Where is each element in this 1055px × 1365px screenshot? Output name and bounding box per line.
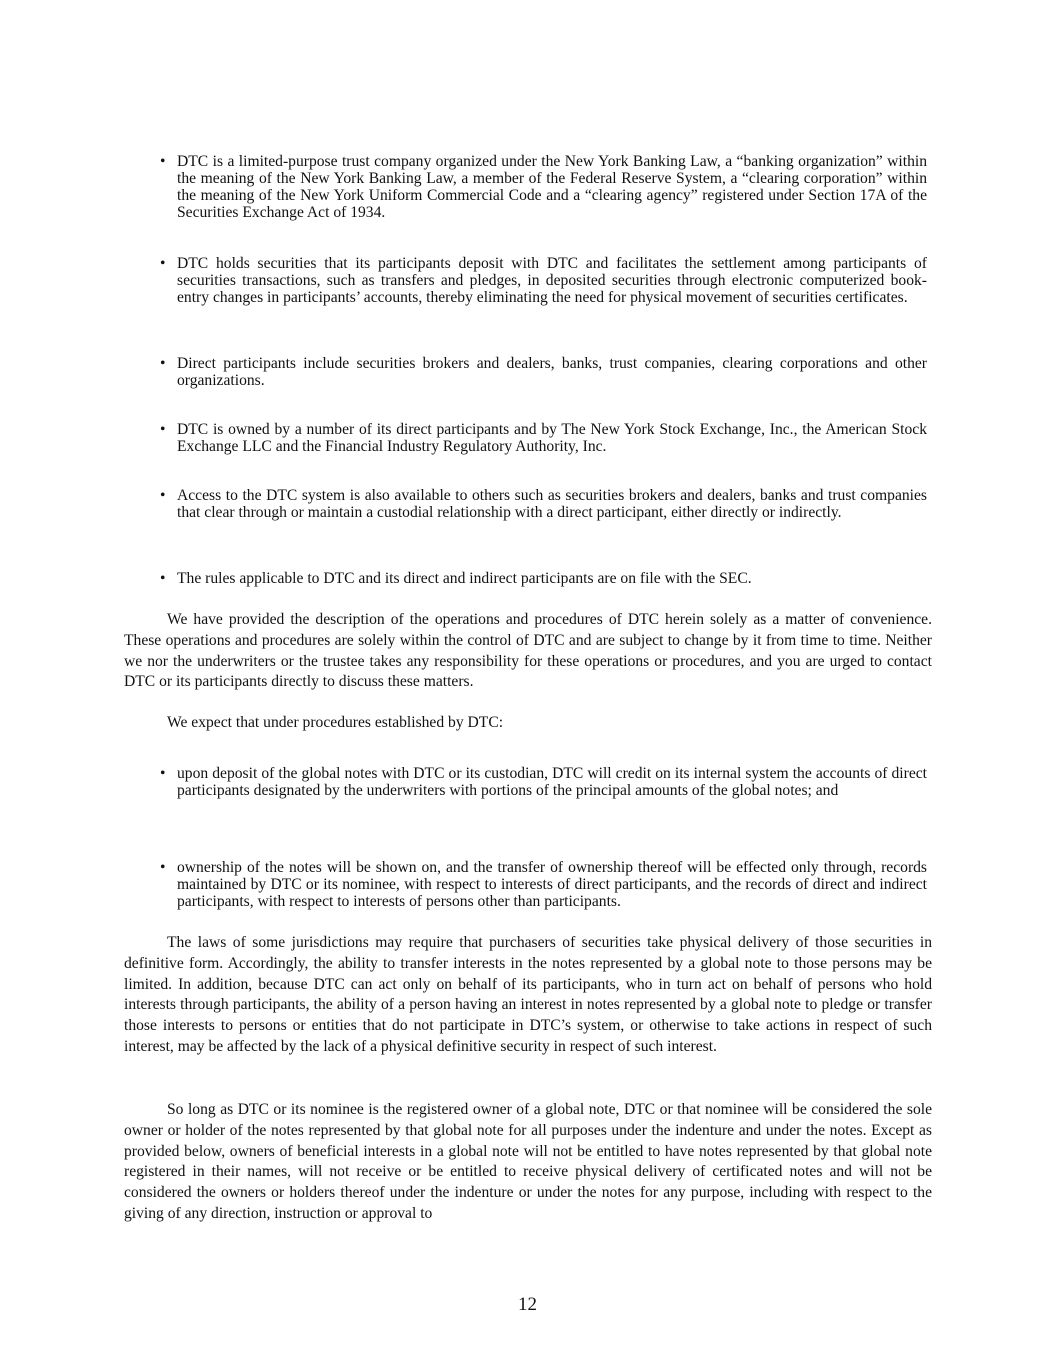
bullet-item: [160, 859, 927, 910]
bullet-item: [160, 487, 927, 521]
bullet-symbol: •: [160, 859, 166, 876]
bullet-item: [160, 355, 927, 389]
bullet-symbol: •: [160, 153, 166, 170]
paragraph-laws: The laws of some jurisdictions may require that purchasers of securities take physical delivery of those securities in definitive form. Accordingly, the ability to transfer interests in the notes represented by a global note to those persons may be limited. In addition, because DTC can act only on behalf of its participants, who in turn act on behalf of persons who hold interests through participants, the ability of a person having an interest in notes represented by a global note to pledge or transfer those interests to persons or entities that do not participate in DTC’s system, or otherwise to take actions in respect of such interest, may be affected by the lack of a physical definitive security in respect of such interest.: [124, 934, 932, 1055]
bullet-item: [160, 765, 927, 799]
bullet-item: [160, 421, 927, 455]
paragraph-so-long: So long as DTC or its nominee is the registered owner of a global note, DTC or that nominee will be considered the sole owner or holder of the notes represented by that global note for all purposes under the indenture and under the notes. Except as provided below, owners of beneficial interests in a global note will not be entitled to have notes represented by that global note registered in their names, will not receive or be entitled to receive physical delivery of certificated notes and will not be considered the owners or holders thereof under the indenture or under the notes for any purpose, including with respect to the giving of any direction, instruction or approval to: [124, 1101, 932, 1222]
paragraph-lead-expect: We expect that under procedures established by DTC:: [167, 714, 504, 731]
bullet-text: upon deposit of the global notes with DTC or its custodian, DTC will credit on its internal system the accounts of direct participants designated by the underwriters with portions of the principal amounts of the global notes; and: [177, 765, 927, 799]
bullet-symbol: •: [160, 421, 166, 438]
bullet-item: [160, 570, 927, 587]
bullet-item: [160, 255, 927, 306]
bullet-text: Direct participants include securities brokers and dealers, banks, trust companies, clearing corporations and other organizations.: [177, 355, 927, 389]
bullet-text: Access to the DTC system is also available to others such as securities brokers and dealers, banks and trust companies that clear through or maintain a custodial relationship with a direct participant, either directly or indirectly.: [177, 487, 927, 521]
bullet-text: DTC is owned by a number of its direct participants and by The New York Stock Exchange, Inc., the American Stock Exchange LLC and the Financial Industry Regulatory Authority, Inc.: [177, 421, 927, 455]
paragraph-convenience: We have provided the description of the operations and procedures of DTC herein solely as a matter of convenience. These operations and procedures are solely within the control of DTC and are subject to change by it from time to time. Neither we nor the underwriters or the trustee takes any responsibility for these operations or procedures, and you are urged to contact DTC or its participants directly to discuss these matters.: [124, 611, 932, 691]
page-number: 12: [518, 1294, 537, 1315]
bullet-text: The rules applicable to DTC and its direct and indirect participants are on file with the SEC.: [177, 570, 752, 587]
bullet-symbol: •: [160, 570, 166, 587]
bullet-symbol: •: [160, 255, 166, 272]
bullet-symbol: •: [160, 765, 166, 782]
bullet-symbol: •: [160, 487, 166, 504]
bullet-item: [160, 153, 927, 221]
bullet-text: ownership of the notes will be shown on, and the transfer of ownership thereof will be effected only through, records maintained by DTC or its nominee, with respect to interests of direct participants, and the records of direct and indirect participants, with respect to interests of persons other than participants.: [177, 859, 927, 910]
bullet-text: DTC is a limited-purpose trust company organized under the New York Banking Law, a “banking organization” within the meaning of the New York Banking Law, a member of the Federal Reserve System, a “clearing corporation” within the meaning of the New York Uniform Commercial Code and a “clearing agency” registered under Section 17A of the Securities Exchange Act of 1934.: [177, 153, 927, 221]
bullet-symbol: •: [160, 355, 166, 372]
bullet-text: DTC holds securities that its participants deposit with DTC and facilitates the settlement among participants of securities transactions, such as transfers and pledges, in deposited securities through electronic computerized book-entry changes in participants’ accounts, thereby eliminating the need for physical movement of securities certificates.: [177, 255, 927, 306]
